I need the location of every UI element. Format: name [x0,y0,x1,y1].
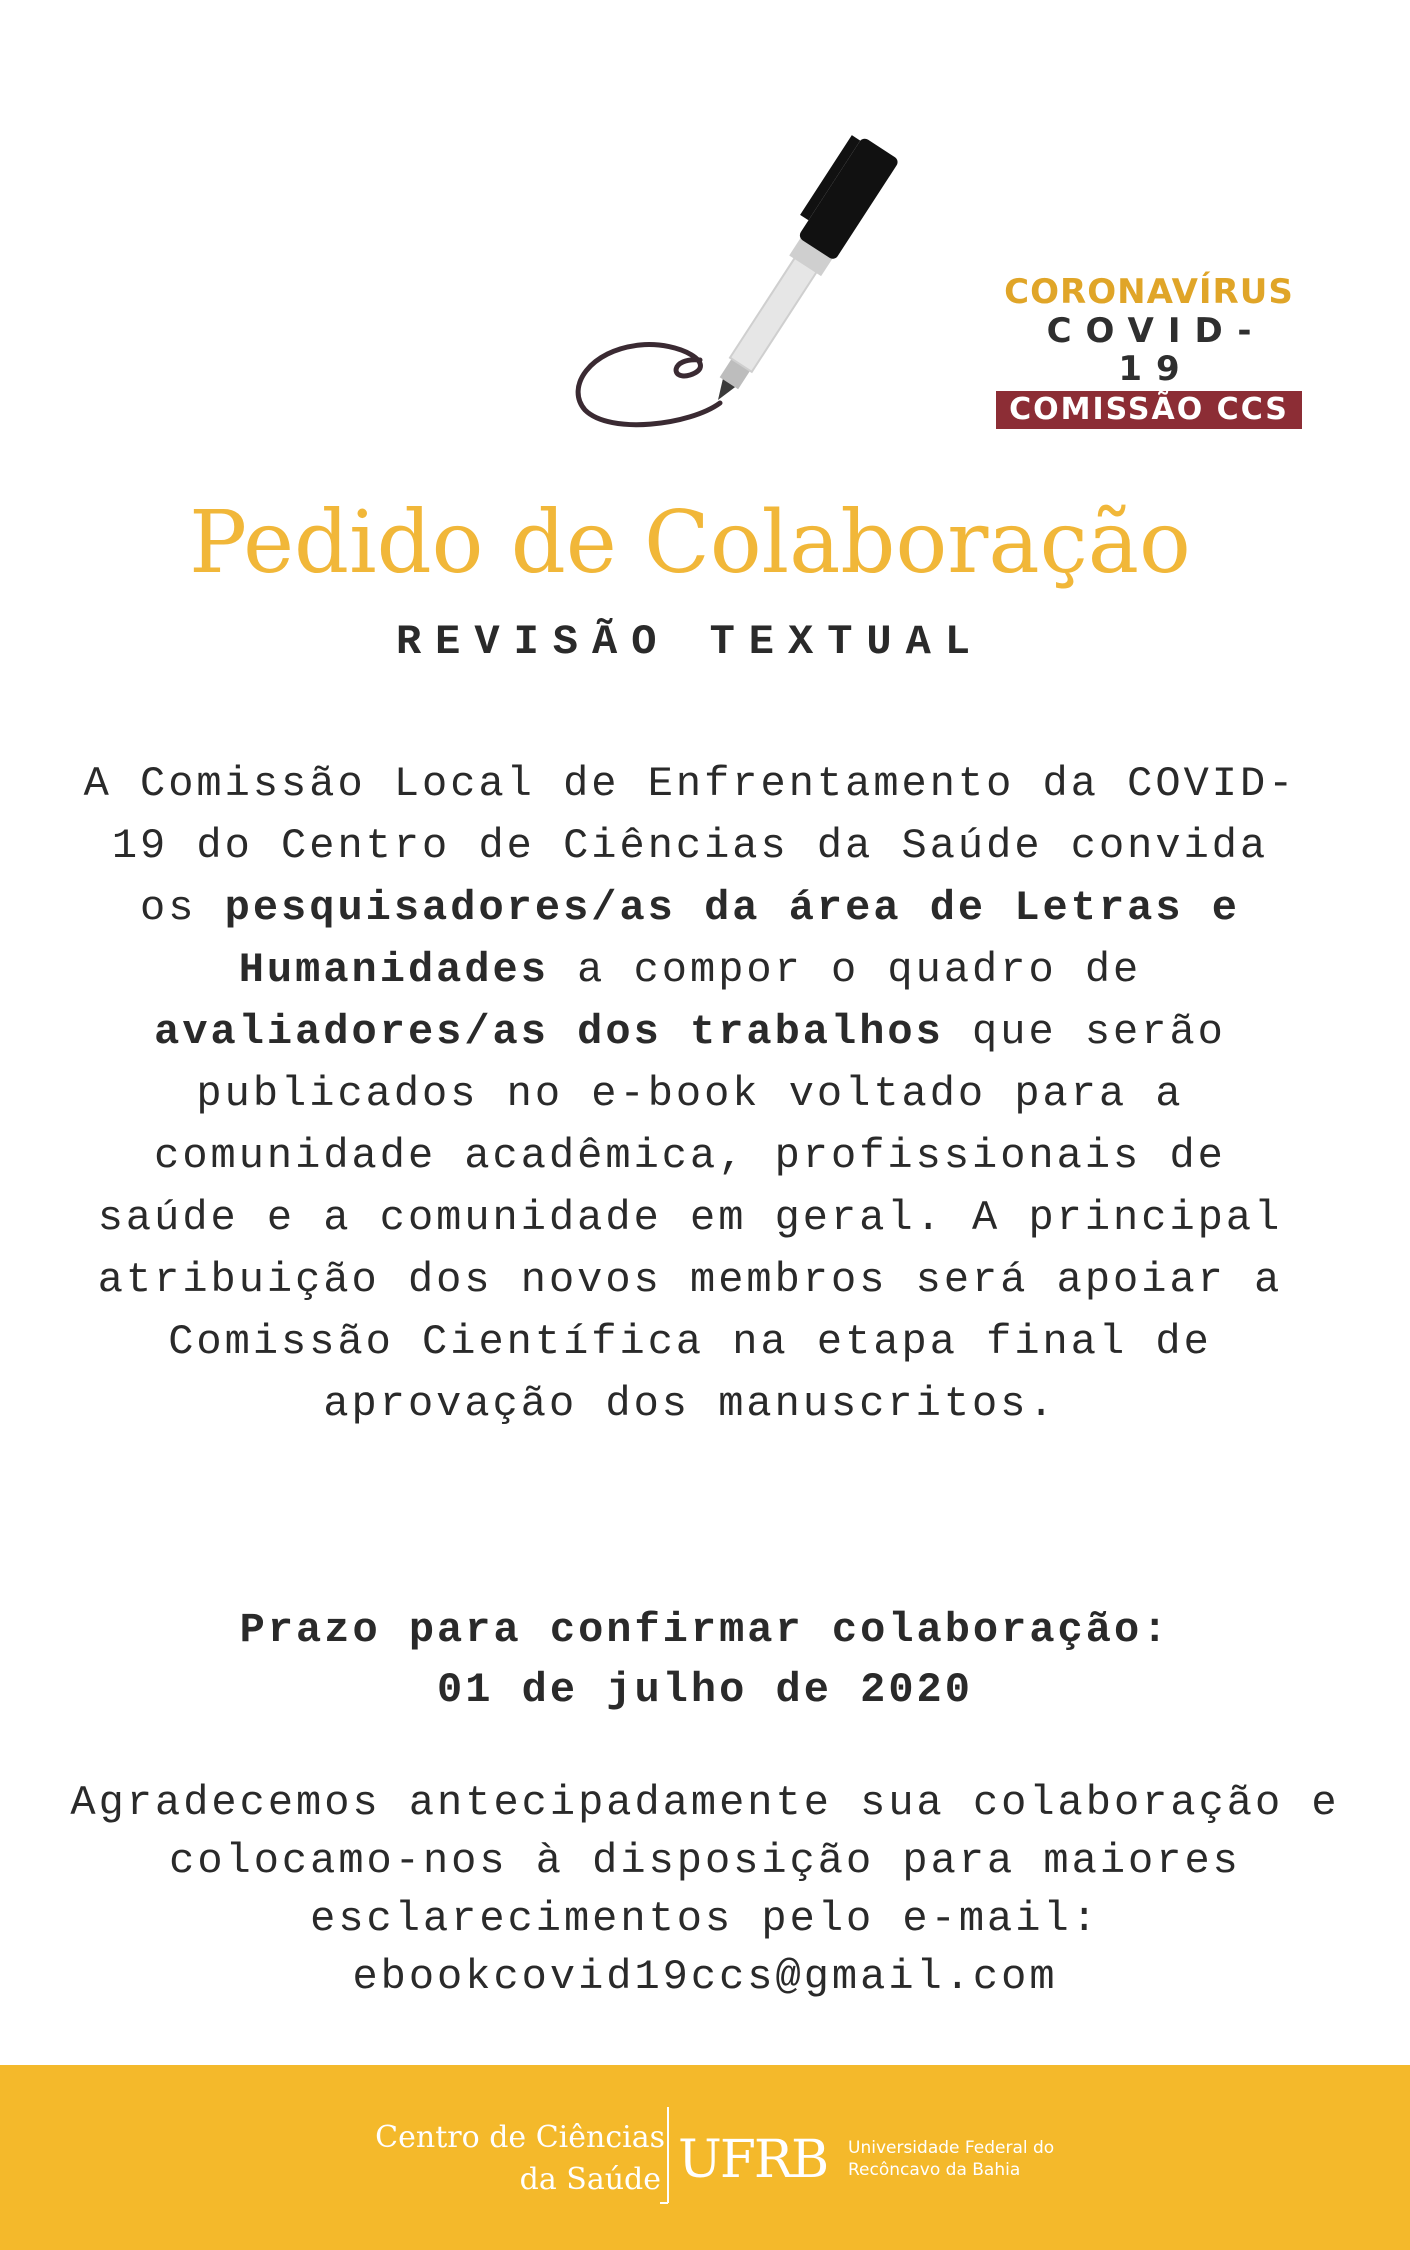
ufrb-logo-mark [660,2105,840,2205]
ccs-logo [345,2117,665,2201]
covid-badge [996,272,1302,429]
body-text-2: a compor o quadro de [548,946,1142,994]
ufrb-name-line2: Recôncavo da Bahia [848,2160,1021,2180]
ccs-logo-line1: Centro de Ciências [375,2120,665,2155]
pen-illustration [570,125,970,435]
contact-email[interactable]: ebookcovid19ccs@gmail.com [352,1953,1058,2001]
body-text-1: A Comissão Local de Enfrentamento da COVID-19 do Centro de Ciências da Saúde convida os [83,760,1297,932]
badge-covid19: COVID-19 [1046,311,1266,389]
badge-coronavirus: CORONAVÍRUS [1004,272,1294,312]
ufrb-mark-text: UFRB [678,2130,828,2190]
thanks-block [40,1774,1370,2006]
deadline-block [0,1600,1410,1720]
body-bold-1: pesquisadores/as da área de Letras e Humanidades [224,884,1240,994]
page-subtitle: REVISÃO TEXTUAL [395,618,985,666]
deadline-label: Prazo para confirmar colaboração: [239,1606,1171,1654]
ccs-logo-line2: da Saúde [519,2162,661,2197]
body-text-3: que serão publicados no e-book voltado para a comunidade acadêmica, profissionais de saúde e a comunidade em geral. A principal atribuição dos novos membros será apoiar a Comissão Científica na etapa final de aprovação dos manuscritos. [97,1008,1283,1428]
body-bold-2: avaliadores/as dos trabalhos [154,1008,944,1056]
invitation-paragraph [80,753,1300,1435]
ufrb-name [848,2137,1098,2181]
ufrb-name-line1: Universidade Federal do [848,2138,1055,2158]
badge-comissao: COMISSÃO CCS [996,391,1302,429]
footer-bar [0,2065,1410,2250]
deadline-date: 01 de julho de 2020 [437,1666,973,1714]
page-title: Pedido de Colaboração [189,493,1191,593]
thanks-text: Agradecemos antecipadamente sua colaboração e colocamo-nos à disposição para maiores esclarecimentos pelo e-mail: [70,1779,1340,1943]
